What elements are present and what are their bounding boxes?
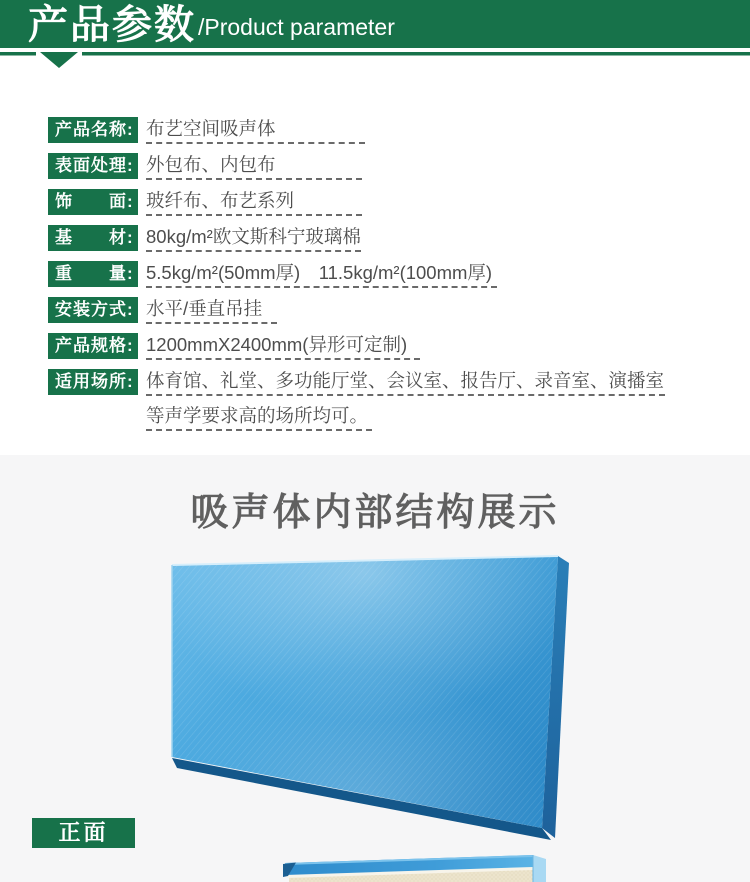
param-row (48, 369, 728, 431)
param-value: 水平/垂直吊挂 (146, 297, 277, 324)
divider-arrow-down-icon (40, 52, 78, 68)
param-row (48, 153, 728, 180)
param-value: 1200mmX2400mm(异形可定制) (146, 333, 420, 360)
param-value: 80kg/m²欧文斯科宁玻璃棉 (146, 225, 361, 252)
param-row (48, 117, 728, 144)
param-value: 5.5kg/m²(50mm厚) 11.5kg/m²(100mm厚) (146, 261, 497, 288)
param-label: 重 量: (48, 261, 138, 287)
param-value-group (138, 369, 665, 431)
param-label: 安装方式: (48, 297, 138, 323)
param-row (48, 297, 728, 324)
param-row (48, 189, 728, 216)
structure-section (0, 455, 750, 882)
param-label: 饰 面: (48, 189, 138, 215)
param-value: 体育馆、礼堂、多功能厅堂、会议室、报告厅、录音室、演播室 (146, 369, 665, 396)
front-view-image (283, 850, 553, 882)
param-row (48, 333, 728, 360)
frame-right-band (533, 855, 546, 882)
param-value: 玻纤布、布艺系列 (146, 189, 362, 216)
page-header (0, 0, 750, 48)
structure-section-title: 吸声体内部结构展示 (190, 492, 560, 534)
param-label: 产品规格: (48, 333, 138, 359)
parameter-table (48, 117, 728, 440)
param-label: 产品名称: (48, 117, 138, 143)
param-value: 布艺空间吸声体 (146, 117, 365, 144)
param-value-line2: 等声学要求高的场所均可。 (146, 404, 372, 431)
front-view-label: 正面 (32, 818, 135, 848)
param-row (48, 225, 728, 252)
header-divider-line (0, 52, 750, 72)
param-row (48, 261, 728, 288)
param-label: 基 材: (48, 225, 138, 251)
param-value: 外包布、内包布 (146, 153, 362, 180)
header-title-en: /Product parameter (198, 14, 395, 40)
header-title-cn: 产品参数 (28, 3, 196, 47)
param-label: 适用场所: (48, 369, 138, 395)
acoustic-panel-image (120, 540, 590, 852)
param-label: 表面处理: (48, 153, 138, 179)
